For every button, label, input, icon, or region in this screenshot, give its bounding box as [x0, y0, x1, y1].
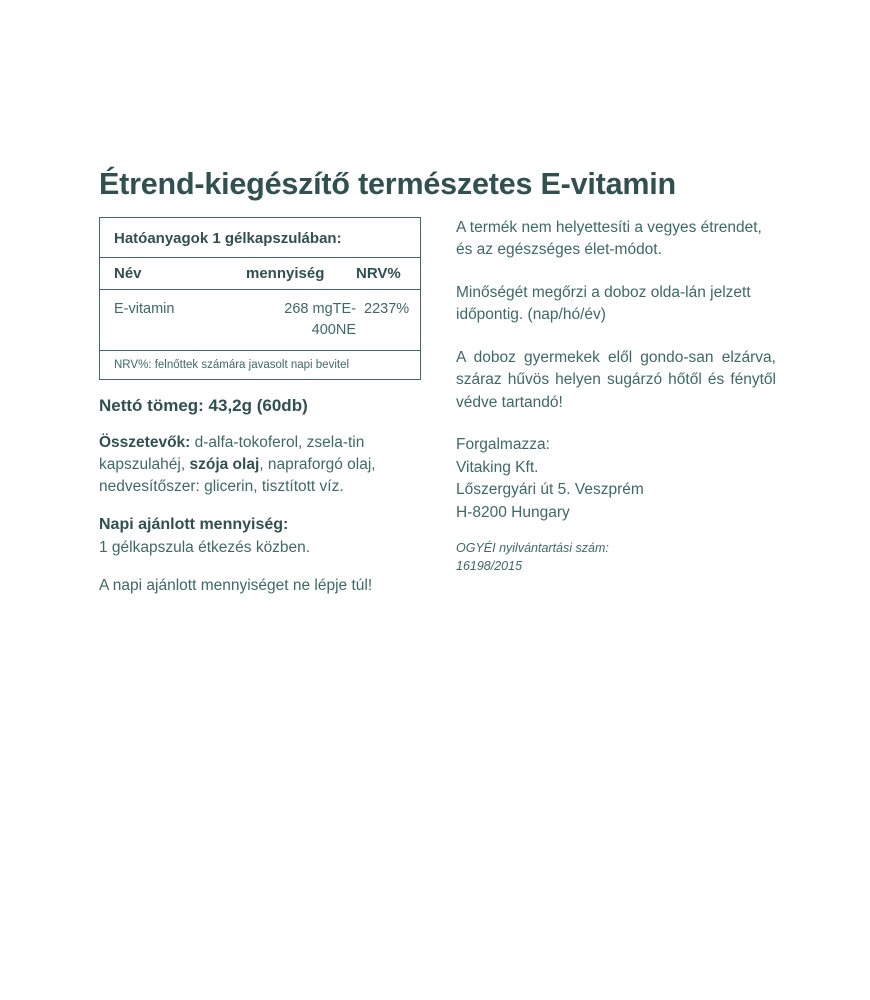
ingredients-label: Összetevők:: [99, 434, 191, 452]
registration-block: [456, 540, 776, 575]
column-header-nrv: NRV%: [356, 265, 401, 282]
nutrition-table: [99, 217, 421, 380]
right-column: [456, 217, 776, 575]
ingredients-text-part1: d-alfa-tokoferol, zsela-tin kapszulahéj,: [99, 434, 365, 474]
cell-nutrient-name: E-vitamin: [114, 301, 175, 317]
nutrition-table-heading: Hatóanyagok 1 gélkapszulában:: [114, 230, 342, 247]
net-weight: Nettó tömeg: 43,2g (60db): [99, 396, 308, 416]
cell-nutrient-nrv: 2237%: [364, 301, 410, 317]
column-header-name: Név: [114, 265, 142, 282]
dosage-text: 1 gélkapszula étkezés közben.: [99, 538, 311, 556]
distributor-block: [456, 434, 776, 524]
dosage-label: Napi ajánlott mennyiség:: [99, 516, 289, 534]
dosage-block: [99, 514, 429, 559]
page-title: Étrend-kiegészítő természetes E-vitamin: [99, 167, 676, 201]
column-header-amount: mennyiség: [246, 265, 325, 282]
ingredients-text-part2: , napraforgó olaj, nedvesítőszer: glicerin, tisztított víz.: [99, 456, 376, 496]
ingredients-highlight: szója olaj: [189, 456, 260, 474]
distributor-street: Lőszergyári út 5. Veszprém: [456, 481, 644, 499]
warning-text: A napi ajánlott mennyiséget ne lépje túl!: [99, 576, 373, 594]
table-row: [100, 289, 420, 350]
nutrition-table-footnote: NRV%: felnőttek számára javasolt napi bevitel: [100, 350, 420, 379]
shelf-life-paragraph: Minőségét megőrzi a doboz olda-lán jelzett időpontig. (nap/hó/év): [456, 283, 751, 324]
distributor-name: Vitaking Kft.: [456, 458, 539, 476]
registration-number: 16198/2015: [456, 558, 523, 573]
storage-paragraph: A doboz gyermekek elől gondo-san elzárva, száraz hűvös helyen sugárzó hőtől és fénytől védve tartandó!: [456, 348, 776, 411]
distributor-label: Forgalmazza:: [456, 436, 550, 454]
nutrition-table-header-row: [100, 257, 420, 289]
ingredients-paragraph: [99, 432, 429, 498]
cell-nutrient-amount: 268 mgTE- 400NE: [284, 301, 356, 339]
disclaimer-paragraph: A termék nem helyettesíti a vegyes étrendet, és az egészséges élet-módot.: [456, 219, 762, 259]
registration-label: OGYÉI nyilvántartási szám:: [456, 541, 609, 556]
left-column: [99, 217, 429, 597]
distributor-city: H-8200 Hungary: [456, 503, 570, 521]
